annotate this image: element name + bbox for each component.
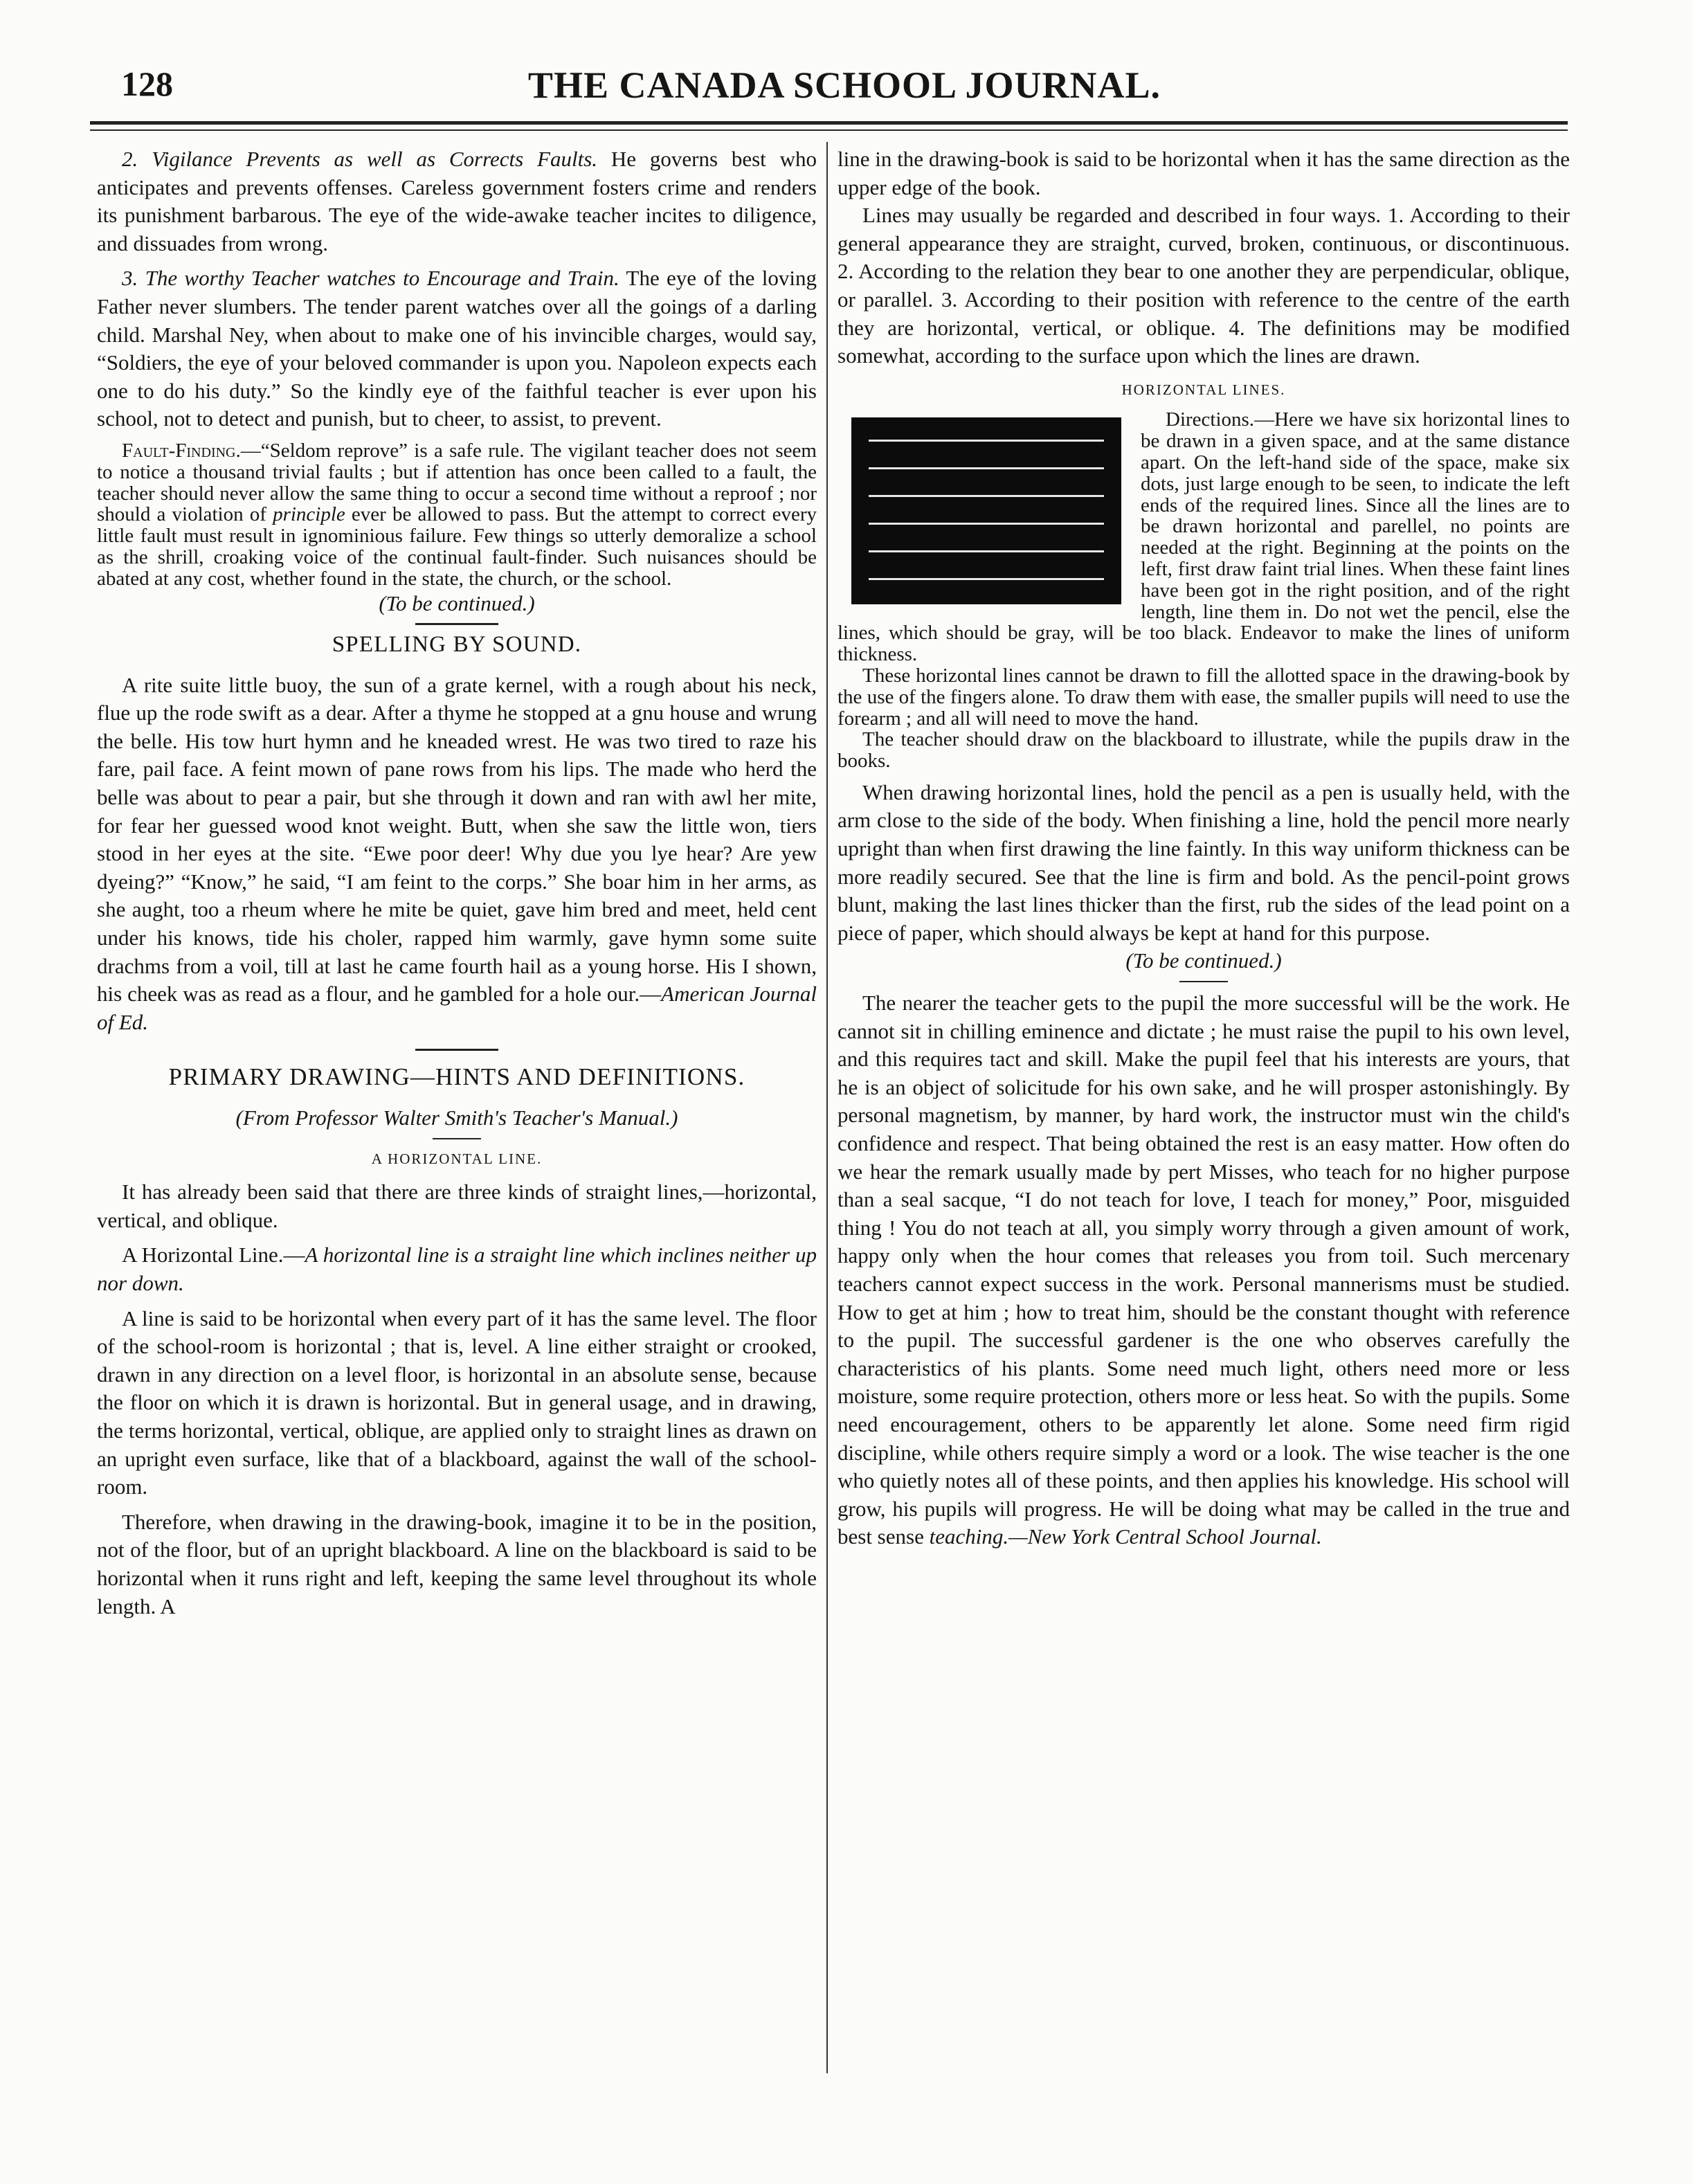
vigilance-paragraph [97, 145, 817, 258]
section-separator [415, 623, 498, 625]
horizontal-line-subheading: A HORIZONTAL LINE. [371, 1150, 543, 1167]
worthy-teacher-text: The eye of the loving Father never slumbers. The tender parent watches over all the goings of a darling child. Marshal Ney, when about to make one of his invincible charges, would say, “Soldiers, the eye of your beloved commander is upon you. Napoleon expects each one to do his duty.” So the kindly eye of the faithful teacher is ever upon his school, not to detect and punish, but to cheer, to assist, to prevent. [97, 266, 817, 431]
section-separator [415, 1049, 498, 1051]
spelling-heading: SPELLING BY SOUND. [332, 632, 582, 658]
worthy-teacher-paragraph [97, 264, 817, 433]
three-kinds-paragraph: It has already been said that there are three kinds of straight lines,—horizontal, vertical, and oblique. [97, 1180, 817, 1232]
horizontal-definition: A horizontal line is a straight line which inclines neither up nor down. [97, 1243, 817, 1295]
section-separator [1179, 981, 1228, 982]
nearer-teacher-text: The nearer the teacher gets to the pupil the more successful will be the work. He cannot sit in chilling eminence and dictate ; he must raise the pupil to his own level, and this requires tact and skill. Make the pupil feel that his interests are yours, that he is an object of solicitude for his own sake, and he will prosper astonishingly. By personal magnetism, by manner, by hard work, the instructor must win the child's confidence and respect. That being obtained the rest is an easy matter. How often do we hear the remark usually made by pert Misses, who teach for no higher purpose than a seal sacque, “I do not teach for love, I teach for money,” Poor, misguided thing ! You do not teach at all, you simply worry through a given amount of work, happy only when the hour comes that releases you from toil. Such mercenary teachers cannot expect success in the work. Personal mannerisms must be studied. How to get at him ; how to treat him, should be the constant thought with reference to the pupil. The successful gardener is the one who observes carefully the characteristics of his plants. Some need much light, others need more or less moisture, some require protection, others more or less heat. So with the pupils. Some need encouragement, others to be apparently let alone. Some need firm rigid discipline, while others require simply a word or a look. The wise teacher is the one who quietly notes all of these points, and then applies his knowledge. His school will grow, his pupils will progress. He will be doing what may be called in the true and best sense [838, 991, 1570, 1549]
header-rule-thick [90, 121, 1568, 125]
vigilance-title: 2. Vigilance Prevents as well as Corrects Faults. [122, 147, 598, 171]
nearer-teacher-paragraph [838, 989, 1570, 1551]
continued-note-left: (To be continued.) [379, 590, 535, 615]
horizontal-line-2 [869, 467, 1104, 469]
horizontal-lines-subheading: HORIZONTAL LINES. [1121, 381, 1286, 398]
nearer-teacher-source: —New York Central School Journal. [1008, 1524, 1322, 1549]
spelling-paragraph [97, 671, 817, 1037]
fault-finding-title: Fault-Finding. [122, 439, 241, 462]
horizontal-line-4 [869, 523, 1104, 525]
level-paragraph: A line is said to be horizontal when every part of it has the same level. The floor of the school-room is horizontal ; that is, level. A line either straight or crooked, drawn in any direction on a level floor, is horizontal in an absolute sense, because the floor on which it is drawn is horizontal. But in general usage, and in drawing, the terms horizontal, vertical, oblique, are applied only to straight lines as drawn on an upright even surface, like that of a blackboard, against the wall of the school-room. [97, 1306, 817, 1499]
directions-lead: Directions. [1166, 408, 1255, 431]
journal-title: THE CANADA SCHOOL JOURNAL. [527, 64, 1161, 106]
horizontal-definition-paragraph [97, 1241, 817, 1297]
fault-finding-text-before: —“Seldom reprove” is a safe rule. The vigilant teacher does not seem to notice a thousand trivial faults ; but if attention has once been called to a fault, the teacher should never allow the same thing to occur a second time without a reproof ; nor should a violation of [97, 439, 817, 526]
page-number: 128 [121, 64, 173, 103]
continuation-paragraph: line in the drawing-book is said to be horizontal when it has the same direction as the upper edge of the book. [838, 147, 1570, 199]
column-divider [826, 142, 828, 2073]
worthy-teacher-title: 3. The worthy Teacher watches to Encourage and Train. [122, 266, 619, 291]
left-column [97, 145, 817, 1621]
right-column [838, 145, 1570, 1551]
page-header [121, 64, 1568, 112]
blackboard-paragraph: The teacher should draw on the blackboard to illustrate, while the pupils draw in the books. [838, 728, 1570, 773]
section-separator [433, 1138, 481, 1139]
directions-text: —Here we have six horizontal lines to be drawn in a given space, and at the same distance apart. On the left-hand side of the space, make six dots, just large enough to be seen, to indicate the left ends of the required lines. Since all the lines are to be drawn horizontal and parellel, no points are needed at the right. Beginning at the points on the left, first draw faint trial lines. When these faint lines have been got in the right position, and of the right length, line them in. Do not wet the pencil, else the lines, which should be gray, will be too black. Endeavor to make the lines of uniform thickness. [838, 408, 1570, 666]
pencil-paragraph: When drawing horizontal lines, hold the pencil as a pen is usually held, with the arm close to the side of the body. When finishing a line, hold the pencil more nearly upright than when first drawing the line faintly. In this way uniform thickness can be more readily secured. See that the line is firm and bold. As the pencil-point grows blunt, making the last lines thicker than the first, rub the sides of the lead point on a piece of paper, which should always be kept at hand for this purpose. [838, 779, 1570, 945]
header-rule-thin [90, 129, 1568, 131]
horizontal-definition-lead: A Horizontal Line.— [122, 1243, 305, 1267]
primary-drawing-source: (From Professor Walter Smith's Teacher's Manual.) [235, 1105, 678, 1130]
spelling-source: American Journal of Ed. [97, 982, 817, 1034]
spelling-text: A rite suite little buoy, the sun of a grate kernel, with a rough about his neck, flue up the rode swift as a dear. After a thyme he stopped at a gnu house and wrung the belle. His tow hurt hymn and he kneaded wrest. He was two tired to raze his fare, pail face. A feint mown of pane rows from his lips. The made who herd the belle was about to pear a pair, but she through it down and ran with awl her mite, for fear her guessed wood knot weight. Butt, when she saw the little won, tiers stood in her eyes at the site. “Ewe poor deer! Why due you lye hear? Are yew dyeing?” “Know,” he said, “I am feint to the corps.” She boar him in her arms, as she aught, too a rheum where he mite be quiet, gave him bred and meet, held cent under his knows, tide his choler, rapped him warmly, gave hymn some suite drachms from a voil, till at last he came fourth hail as a young horse. His I shown, his cheek was as read as a flour, and he gambled for a hole our.— [97, 672, 817, 1007]
primary-drawing-heading: PRIMARY DRAWING—HINTS AND DEFINITIONS. [168, 1063, 745, 1091]
horizontal-line-1 [869, 440, 1104, 442]
fault-finding-emphasis: principle [273, 503, 345, 526]
horizontal-lines-figure [851, 417, 1121, 604]
vigilance-text: He governs best who anticipates and prevents offenses. Careless government fosters crime and renders its punishment barbarous. The eye of the wide-awake teacher incites to diligence, and dissuades from wrong. [97, 147, 817, 255]
fault-finding-paragraph [97, 440, 817, 590]
fault-finding-text-after: ever be allowed to pass. But the attempt to correct every little fault must result in ignominious failure. Few things so utterly demoralize a school as the shrill, croaking voice of the continual fault-finder. Such nuisances should be abated at any cost, whether found in the state, the church, or the school. [97, 503, 817, 590]
horizontal-line-3 [869, 495, 1104, 497]
fill-space-paragraph: These horizontal lines cannot be drawn to fill the allotted space in the drawing-book by the use of the fingers alone. To draw them with ease, the smaller pupils will need to use the forearm ; and all will need to move the hand. [838, 664, 1570, 730]
continued-note-right: (To be continued.) [1125, 948, 1282, 973]
drawing-book-paragraph: Therefore, when drawing in the drawing-book, imagine it to be in the position, not of the floor, but of an upright blackboard. A line on the blackboard is said to be horizontal when it runs right and left, keeping the same level throughout its whole length. A [97, 1509, 817, 1618]
nearer-teacher-emphasis: teaching. [929, 1524, 1009, 1549]
directions-paragraph [838, 409, 1570, 665]
four-ways-paragraph: Lines may usually be regarded and described in four ways. 1. According to their general appearance they are straight, curved, broken, continuous, or discontinuous. 2. According to the relation they bear to one another they are perpendicular, oblique, or parallel. 3. According to their position with reference to the centre of the earth they are horizontal, vertical, or oblique. 4. The definitions may be modified somewhat, according to the surface upon which the lines are drawn. [838, 203, 1570, 368]
horizontal-line-6 [869, 578, 1104, 580]
horizontal-line-5 [869, 550, 1104, 552]
